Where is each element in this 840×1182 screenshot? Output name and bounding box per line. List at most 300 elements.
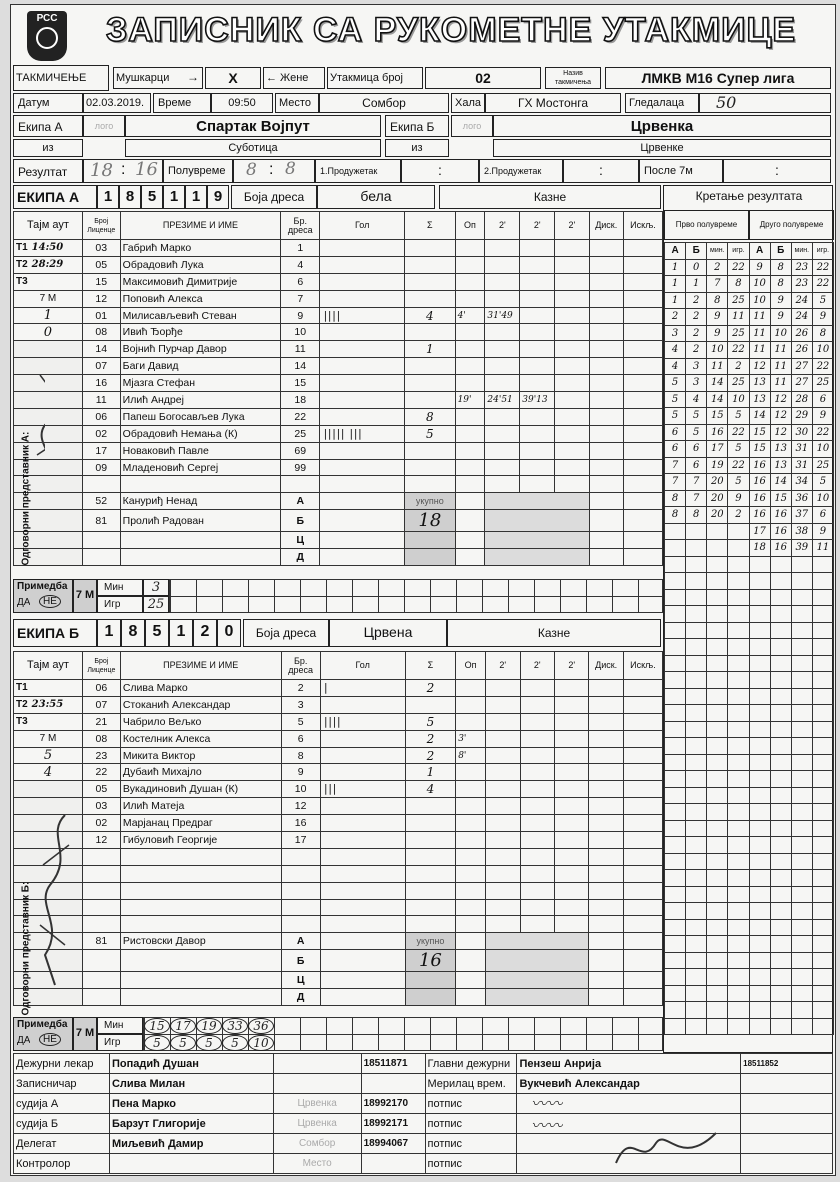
official-name bbox=[120, 972, 281, 989]
movement-cell bbox=[728, 738, 749, 755]
player-number: 2 bbox=[281, 680, 320, 697]
warning bbox=[455, 476, 485, 493]
player-license: 12 bbox=[82, 290, 120, 307]
warning bbox=[456, 916, 486, 933]
suspension-3 bbox=[554, 781, 588, 798]
player-name: Микита Виктор bbox=[120, 747, 281, 764]
disqualification bbox=[589, 408, 623, 425]
table-row bbox=[14, 696, 663, 713]
first-half-label: Прво полувреме bbox=[664, 210, 749, 240]
blank bbox=[320, 989, 405, 1006]
movement-row bbox=[665, 606, 834, 623]
movement-cell: 8 bbox=[686, 507, 707, 524]
movement-cell bbox=[791, 985, 812, 1002]
suspension-3 bbox=[555, 408, 589, 425]
official-role: Ц bbox=[281, 532, 320, 549]
movement-cell: 3 bbox=[665, 325, 686, 342]
movement-cell bbox=[770, 589, 791, 606]
half-b: 8 bbox=[285, 159, 296, 179]
warning bbox=[455, 425, 485, 442]
suspension-2 bbox=[520, 730, 554, 747]
suspension-1 bbox=[486, 899, 520, 916]
footer-label: Дежурни лекар bbox=[14, 1054, 110, 1074]
movement-cell bbox=[728, 721, 749, 738]
note-yes[interactable]: ДА bbox=[17, 597, 31, 608]
warning bbox=[455, 290, 485, 307]
disqualification bbox=[589, 392, 623, 409]
movement-col-header: мин. bbox=[707, 243, 728, 260]
suspension-1 bbox=[485, 240, 520, 257]
movement-cell bbox=[770, 672, 791, 689]
code-digit: 8 bbox=[119, 185, 141, 209]
suspension-1 bbox=[486, 696, 520, 713]
team-b-title: ЕКИПА Б bbox=[13, 619, 97, 647]
movement-cell: 22 bbox=[812, 259, 833, 276]
time-value: 09:50 bbox=[211, 93, 273, 113]
team-a-from-label: из bbox=[13, 139, 83, 157]
team-b-header bbox=[13, 619, 663, 647]
warning bbox=[455, 240, 485, 257]
note-yes[interactable]: ДА bbox=[17, 1035, 31, 1046]
footer-name: Барзут Глигорије bbox=[109, 1114, 273, 1134]
column-header: Σ bbox=[405, 212, 455, 240]
footer-right-license bbox=[741, 1114, 833, 1134]
sevenm-scored: 5 bbox=[14, 747, 83, 764]
team-a-city: Суботица bbox=[125, 139, 381, 157]
warning bbox=[456, 764, 486, 781]
movement-cell: 20 bbox=[707, 507, 728, 524]
movement-cell bbox=[707, 771, 728, 788]
movement-cell: 2 bbox=[686, 292, 707, 309]
movement-cell: 36 bbox=[791, 490, 812, 507]
team-a-table bbox=[13, 211, 663, 566]
movement-cell bbox=[728, 886, 749, 903]
movement-cell: 10 bbox=[728, 391, 749, 408]
movement-cell bbox=[686, 985, 707, 1002]
movement-cell bbox=[728, 688, 749, 705]
player-name bbox=[120, 882, 281, 899]
goal-tally bbox=[320, 832, 405, 849]
table-row bbox=[14, 815, 663, 832]
movement-cell: 11 bbox=[707, 358, 728, 375]
movement-cell: 14 bbox=[770, 474, 791, 491]
movement-row bbox=[665, 705, 834, 722]
footer-city bbox=[273, 1054, 361, 1074]
movement-cell bbox=[686, 721, 707, 738]
movement-cell bbox=[749, 573, 770, 590]
movement-cell bbox=[665, 787, 686, 804]
goal-tally bbox=[320, 442, 405, 459]
movement-cell bbox=[770, 721, 791, 738]
player-license: 21 bbox=[82, 713, 120, 730]
footer-label: судија Б bbox=[14, 1114, 110, 1134]
player-name: Марјанац Предраг bbox=[120, 815, 281, 832]
movement-cell: 8 bbox=[665, 490, 686, 507]
side-cell bbox=[14, 358, 83, 375]
table-row bbox=[14, 747, 663, 764]
note-no[interactable]: НЕ bbox=[39, 1033, 61, 1046]
movement-cell bbox=[665, 639, 686, 656]
table-row bbox=[14, 341, 663, 358]
movement-cell: 2 bbox=[665, 309, 686, 326]
disqualification bbox=[589, 425, 623, 442]
movement-cell bbox=[665, 985, 686, 1002]
movement-cell: 11 bbox=[749, 325, 770, 342]
after7m-label: После 7м bbox=[639, 159, 723, 183]
movement-cell: 9 bbox=[770, 309, 791, 326]
blank bbox=[589, 532, 623, 549]
sevenm-label: 7 М bbox=[14, 730, 83, 747]
movement-cell bbox=[686, 886, 707, 903]
suspension-2 bbox=[520, 256, 555, 273]
movement-row bbox=[665, 1018, 834, 1035]
movement-cell bbox=[707, 804, 728, 821]
movement-cell: 11 bbox=[749, 342, 770, 359]
goal-sum bbox=[405, 375, 455, 392]
blank bbox=[485, 510, 589, 532]
footer-license bbox=[361, 1074, 425, 1094]
movement-cell bbox=[707, 573, 728, 590]
player-license: 23 bbox=[82, 747, 120, 764]
movement-cell bbox=[791, 787, 812, 804]
movement-cell: 30 bbox=[791, 424, 812, 441]
expulsion bbox=[623, 358, 662, 375]
player-license: 03 bbox=[82, 798, 120, 815]
timeout-label: T2 28:29 bbox=[14, 256, 83, 273]
movement-cell bbox=[812, 886, 833, 903]
place-value: Сомбор bbox=[319, 93, 449, 113]
warning bbox=[456, 696, 486, 713]
movement-cell: 25 bbox=[728, 375, 749, 392]
suspension-1 bbox=[485, 476, 520, 493]
movement-col-header: Б bbox=[686, 243, 707, 260]
movement-cell: 9 bbox=[707, 325, 728, 342]
goal-tally bbox=[320, 815, 405, 832]
footer-right-label: потпис bbox=[425, 1114, 517, 1134]
expulsion bbox=[623, 273, 662, 290]
expulsion bbox=[623, 476, 662, 493]
column-header: Гол bbox=[320, 212, 405, 240]
movement-cell: 5 bbox=[686, 408, 707, 425]
match-no-label: Утакмица број bbox=[327, 67, 423, 89]
movement-cell bbox=[707, 787, 728, 804]
movement-cell bbox=[812, 622, 833, 639]
movement-cell bbox=[791, 672, 812, 689]
movement-cell bbox=[812, 721, 833, 738]
code-digit: 1 bbox=[97, 619, 121, 647]
expulsion bbox=[623, 290, 662, 307]
warning bbox=[456, 848, 486, 865]
movement-cell bbox=[770, 754, 791, 771]
movement-cell bbox=[791, 606, 812, 623]
warning: 19' bbox=[455, 392, 485, 409]
warning bbox=[455, 459, 485, 476]
movement-cell: 7 bbox=[686, 490, 707, 507]
min-value: 17 bbox=[170, 1018, 196, 1034]
movement-cell bbox=[686, 969, 707, 986]
movement-cell bbox=[749, 804, 770, 821]
movement-cell bbox=[707, 540, 728, 557]
suspension-3 bbox=[555, 459, 589, 476]
blank bbox=[320, 510, 405, 532]
rep-b-label: Одговорни представник Б: bbox=[20, 881, 32, 1016]
movement-cell: 11 bbox=[770, 342, 791, 359]
movement-cell bbox=[812, 754, 833, 771]
column-header: Искљ. bbox=[623, 652, 662, 680]
column-header: ПРЕЗИМЕ И ИМЕ bbox=[120, 652, 281, 680]
movement-cell bbox=[728, 853, 749, 870]
movement-cell bbox=[686, 622, 707, 639]
blank bbox=[486, 989, 589, 1006]
movement-cell: 7 bbox=[665, 457, 686, 474]
official-row bbox=[14, 510, 663, 532]
side-cell bbox=[14, 341, 83, 358]
disqualification bbox=[589, 865, 623, 882]
code-digit: 5 bbox=[141, 185, 163, 209]
table-row bbox=[14, 832, 663, 849]
movement-cell bbox=[686, 903, 707, 920]
blank bbox=[486, 933, 589, 950]
movement-cell bbox=[707, 705, 728, 722]
footer-right-label: Главни дежурни bbox=[425, 1054, 517, 1074]
movement-cell bbox=[728, 672, 749, 689]
suspension-2 bbox=[520, 307, 555, 324]
player-number: 22 bbox=[281, 408, 320, 425]
team-a-name: Спартак Војпут bbox=[125, 115, 381, 137]
footer-right-name: Вукчевић Александар bbox=[517, 1074, 741, 1094]
suspension-3 bbox=[555, 324, 589, 341]
player-number: 6 bbox=[281, 730, 320, 747]
movement-cell bbox=[770, 688, 791, 705]
movement-cell: 5 bbox=[812, 292, 833, 309]
after7m-sep: : bbox=[723, 159, 831, 183]
goal-sum bbox=[405, 392, 455, 409]
warning bbox=[456, 713, 486, 730]
movement-cell bbox=[749, 589, 770, 606]
warning bbox=[456, 815, 486, 832]
column-header: 2' bbox=[555, 212, 589, 240]
table-header-row bbox=[14, 652, 663, 680]
player-license: 11 bbox=[82, 392, 120, 409]
movement-cell bbox=[791, 705, 812, 722]
movement-cell bbox=[749, 705, 770, 722]
movement-cell bbox=[749, 837, 770, 854]
suspension-2 bbox=[520, 425, 555, 442]
movement-cell bbox=[749, 870, 770, 887]
movement-cell bbox=[791, 688, 812, 705]
expulsion bbox=[623, 425, 662, 442]
goal-tally bbox=[320, 476, 405, 493]
goal-sum bbox=[405, 442, 455, 459]
sevenm-missed: 0 bbox=[14, 324, 83, 341]
column-header: Диск. bbox=[589, 652, 623, 680]
delegate-signature bbox=[611, 1123, 721, 1173]
column-header: 2' bbox=[520, 212, 555, 240]
footer-name: Миљевић Дамир bbox=[109, 1134, 273, 1154]
goal-sum bbox=[405, 882, 456, 899]
goal-sum: 8 bbox=[405, 408, 455, 425]
code-digit: 1 bbox=[163, 185, 185, 209]
blank bbox=[485, 549, 589, 566]
federation-logo bbox=[27, 11, 67, 61]
movement-cell bbox=[686, 952, 707, 969]
movement-cell bbox=[665, 820, 686, 837]
suspension-2 bbox=[520, 273, 555, 290]
player-number: 5 bbox=[281, 713, 320, 730]
movement-cell: 22 bbox=[728, 457, 749, 474]
teams-row bbox=[13, 115, 833, 157]
warning bbox=[456, 798, 486, 815]
movement-cell: 13 bbox=[749, 375, 770, 392]
movement-row bbox=[665, 391, 834, 408]
goal-sum bbox=[405, 696, 456, 713]
footer-license bbox=[361, 1154, 425, 1174]
movement-cell bbox=[770, 606, 791, 623]
goal-tally bbox=[320, 290, 405, 307]
movement-cell: 13 bbox=[770, 457, 791, 474]
table-row bbox=[14, 290, 663, 307]
movement-cell bbox=[791, 655, 812, 672]
movement-cell bbox=[812, 738, 833, 755]
movement-cell bbox=[686, 738, 707, 755]
warning bbox=[456, 865, 486, 882]
blank bbox=[623, 972, 662, 989]
movement-row bbox=[665, 507, 834, 524]
goal-tally bbox=[320, 696, 405, 713]
player-name: Новаковић Павле bbox=[120, 442, 281, 459]
footer-right-license bbox=[741, 1094, 833, 1114]
movement-cell bbox=[791, 952, 812, 969]
disqualification bbox=[589, 442, 623, 459]
movement-table bbox=[664, 242, 834, 1035]
blank bbox=[623, 532, 662, 549]
official-license bbox=[82, 972, 120, 989]
official-row bbox=[14, 933, 663, 950]
suspension-3 bbox=[554, 764, 588, 781]
player-number bbox=[281, 916, 320, 933]
movement-cell bbox=[749, 672, 770, 689]
warning bbox=[456, 832, 486, 849]
team-b-label: Екипа Б bbox=[385, 115, 449, 137]
movement-col-header: А bbox=[665, 243, 686, 260]
official-license: 81 bbox=[82, 933, 120, 950]
movement-row bbox=[665, 721, 834, 738]
movement-cell: 5 bbox=[812, 474, 833, 491]
movement-cell bbox=[728, 804, 749, 821]
player-license bbox=[82, 848, 120, 865]
movement-cell: 16 bbox=[770, 540, 791, 557]
movement-cell bbox=[707, 870, 728, 887]
movement-cell bbox=[686, 919, 707, 936]
expulsion bbox=[623, 832, 662, 849]
suspension-3 bbox=[555, 240, 589, 257]
women-label: ← Жене bbox=[263, 67, 325, 89]
movement-cell: 9 bbox=[812, 309, 833, 326]
men-checkbox[interactable]: X bbox=[205, 67, 261, 89]
movement-cell: 2 bbox=[707, 259, 728, 276]
goal-sum: 4 bbox=[405, 781, 456, 798]
code-digit: 1 bbox=[169, 619, 193, 647]
footer-name: Пена Марко bbox=[109, 1094, 273, 1114]
movement-cell: 38 bbox=[791, 523, 812, 540]
movement-cell: 22 bbox=[728, 342, 749, 359]
suspension-3 bbox=[554, 747, 588, 764]
player-number: 8 bbox=[281, 747, 320, 764]
player-name bbox=[120, 865, 281, 882]
movement-cell bbox=[728, 622, 749, 639]
movement-cell bbox=[791, 589, 812, 606]
side-cell bbox=[14, 375, 83, 392]
suspension-2 bbox=[520, 341, 555, 358]
warning bbox=[455, 358, 485, 375]
movement-cell: 31 bbox=[791, 441, 812, 458]
movement-cell bbox=[728, 705, 749, 722]
timeout-label: T1 bbox=[14, 680, 83, 697]
suspension-2 bbox=[520, 408, 555, 425]
movement-cell bbox=[665, 556, 686, 573]
disqualification bbox=[589, 916, 623, 933]
goal-tally bbox=[320, 358, 405, 375]
blank bbox=[589, 989, 623, 1006]
movement-cell bbox=[791, 738, 812, 755]
movement-cell bbox=[707, 853, 728, 870]
movement-cell: 6 bbox=[686, 441, 707, 458]
note-no[interactable]: НЕ bbox=[39, 595, 61, 608]
movement-row bbox=[665, 886, 834, 903]
match-no: 02 bbox=[425, 67, 541, 89]
sevenm-label: 7 М bbox=[73, 1017, 97, 1051]
movement-cell bbox=[686, 672, 707, 689]
movement-cell: 1 bbox=[665, 259, 686, 276]
footer-city: Место bbox=[273, 1154, 361, 1174]
movement-cell bbox=[707, 622, 728, 639]
movement-cell: 20 bbox=[707, 474, 728, 491]
movement-row bbox=[665, 936, 834, 953]
movement-cell: 19 bbox=[707, 457, 728, 474]
result-a: 18 bbox=[83, 159, 163, 183]
movement-cell bbox=[665, 771, 686, 788]
penalties-header: Казне bbox=[447, 619, 661, 647]
official-name bbox=[120, 989, 281, 1006]
goal-tally bbox=[320, 240, 405, 257]
movement-cell: 24 bbox=[791, 309, 812, 326]
movement-cell bbox=[665, 754, 686, 771]
movement-cell bbox=[791, 969, 812, 986]
player-value: 5 bbox=[196, 1035, 222, 1051]
player-name: Обрадовић Лука bbox=[120, 256, 281, 273]
movement-cell bbox=[770, 936, 791, 953]
movement-cell: 11 bbox=[770, 358, 791, 375]
suspension-3 bbox=[554, 848, 588, 865]
official-role: А bbox=[281, 933, 320, 950]
expulsion bbox=[623, 865, 662, 882]
movement-cell bbox=[749, 985, 770, 1002]
sevenm-missed: 4 bbox=[14, 764, 83, 781]
footer-label: Записничар bbox=[14, 1074, 110, 1094]
movement-cell: 14 bbox=[707, 391, 728, 408]
movement-cell bbox=[812, 952, 833, 969]
movement-row bbox=[665, 853, 834, 870]
expulsion bbox=[623, 375, 662, 392]
goal-tally bbox=[320, 392, 405, 409]
movement-cell: 11 bbox=[728, 309, 749, 326]
jersey-color: бела bbox=[317, 185, 435, 209]
suspension-2 bbox=[520, 916, 554, 933]
table-row bbox=[14, 781, 663, 798]
table-row bbox=[14, 680, 663, 697]
footer-right-label: потпис bbox=[425, 1094, 517, 1114]
movement-cell bbox=[728, 870, 749, 887]
